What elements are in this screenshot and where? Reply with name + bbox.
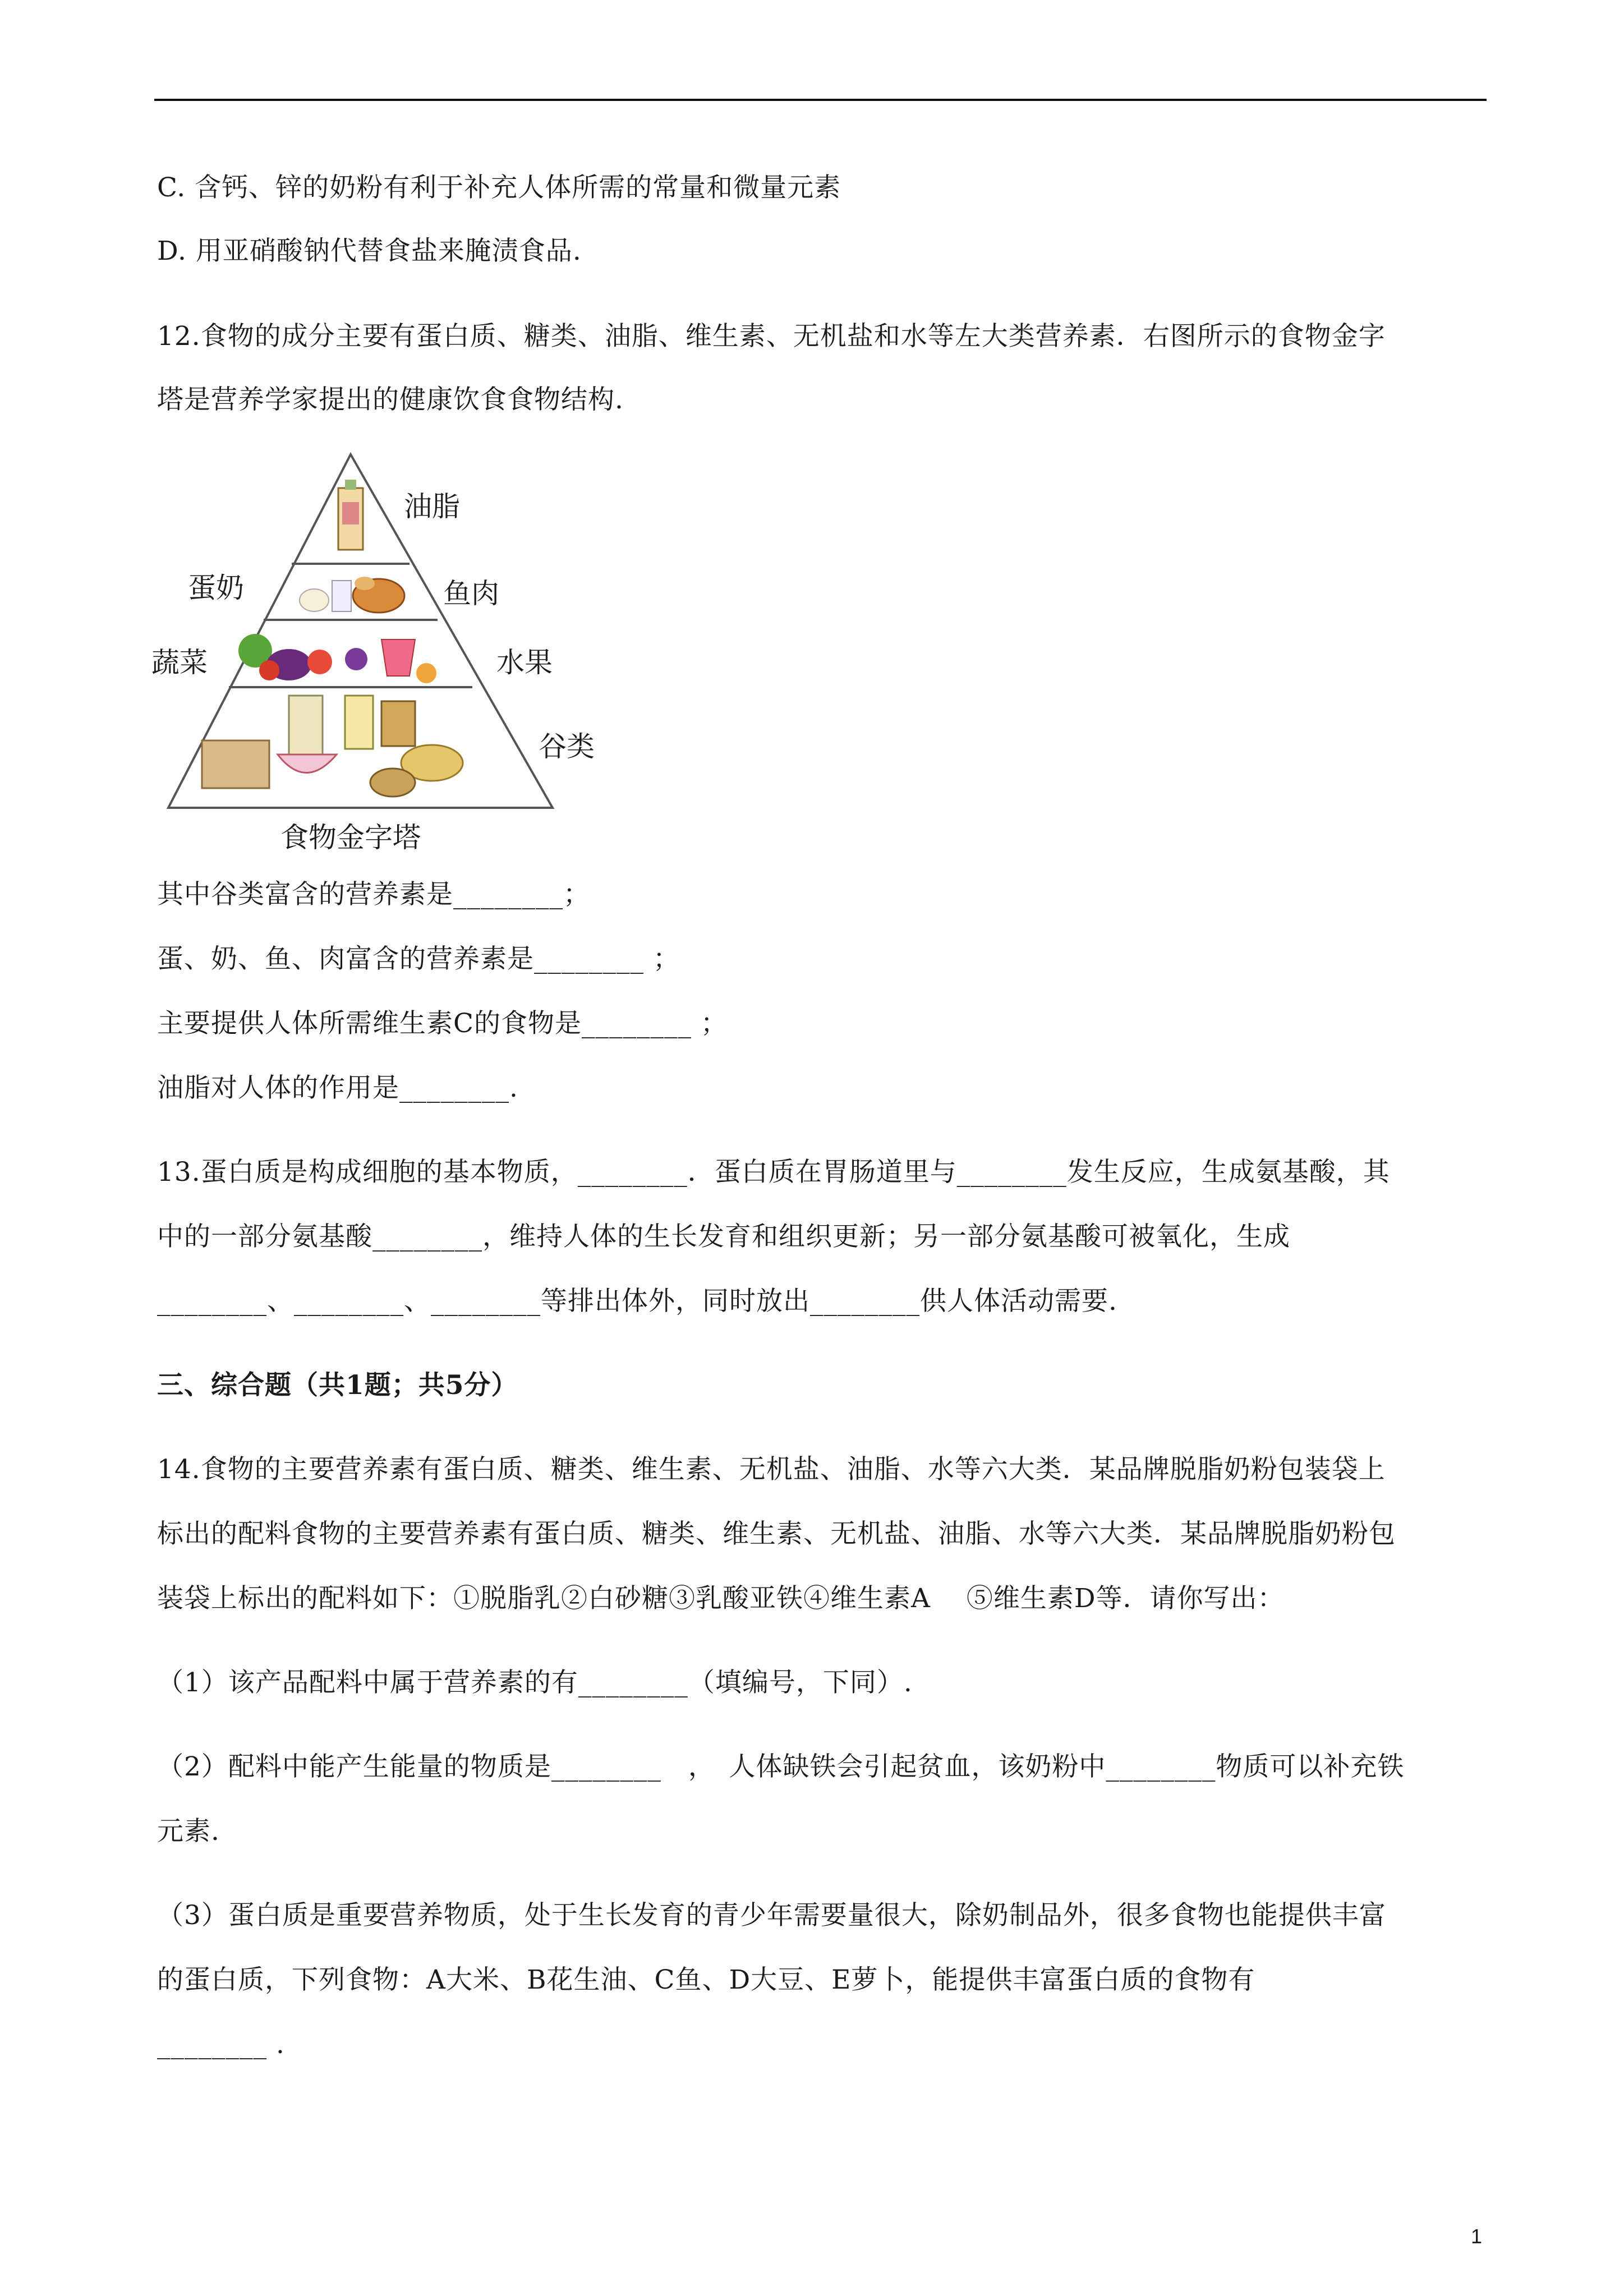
header-rule — [154, 99, 1487, 101]
question-14-part-2: （2）配料中能产生能量的物质是________ ， 人体缺铁会引起贫血，该奶粉中________物质可以补充铁 — [157, 1751, 1405, 1782]
question-12-line-1: 12.食物的成分主要有蛋白质、糖类、油脂、维生素、无机盐和水等左大类营养素．右图所示的食物金字 — [157, 321, 1386, 352]
question-14-line-2: 标出的配料食物的主要营养素有蛋白质、糖类、维生素、无机盐、油脂、水等六大类．某品牌脱脂奶粉包 — [157, 1519, 1396, 1549]
question-13-line-2: 中的一部分氨基酸________，维持人体的生长发育和组织更新；另一部分氨基酸可被氧化，生成 — [157, 1221, 1290, 1252]
question-12-blank-1: 其中谷类富含的营养素是________； — [157, 879, 590, 910]
food-pyramid-image — [151, 449, 611, 875]
label-fish-meat: 鱼肉 — [443, 577, 499, 610]
question-14-part-3-blank: ________ . — [157, 2029, 285, 2060]
option-c: C. 含钙、锌的奶粉有利于补充人体所需的常量和微量元素 — [157, 172, 841, 203]
question-12-blank-2: 蛋、奶、鱼、肉富含的营养素是________ ； — [157, 944, 680, 974]
option-d: D. 用亚硝酸钠代替食盐来腌渍食品. — [157, 236, 582, 266]
question-14-part-2-cont: 元素. — [157, 1816, 220, 1847]
question-14-part-3-cont: 的蛋白质，下列食物：A大米、B花生油、C鱼、D大豆、E萝卜，能提供丰富蛋白质的食物有 — [157, 1964, 1255, 1995]
question-14-line-1: 14.食物的主要营养素有蛋白质、糖类、维生素、无机盐、油脂、水等六大类．某品牌脱脂奶粉包装袋上 — [157, 1454, 1386, 1485]
label-oil: 油脂 — [404, 490, 460, 523]
question-14-part-1: （1）该产品配料中属于营养素的有________（填编号，下同）. — [157, 1667, 913, 1698]
question-12-blank-3: 主要提供人体所需维生素C的食物是________ ； — [157, 1008, 728, 1039]
label-vegetables: 蔬菜 — [151, 646, 208, 679]
label-egg-milk: 蛋奶 — [188, 572, 244, 604]
question-14-line-3: 装袋上标出的配料如下：①脱脂乳②白砂糖③乳酸亚铁④维生素A ⑤维生素D等．请你写出： — [157, 1583, 1285, 1614]
figure-caption: 食物金字塔 — [280, 821, 421, 854]
question-12-line-2: 塔是营养学家提出的健康饮食食物结构. — [157, 384, 624, 415]
question-13-line-1: 13.蛋白质是构成细胞的基本物质，________．蛋白质在胃肠道里与________发生反应，生成氨基酸，其 — [157, 1157, 1390, 1188]
label-fruit: 水果 — [496, 646, 553, 679]
question-13-line-3: ________、________、________等排出体外，同时放出________供人体活动需要. — [157, 1286, 1117, 1317]
section-heading: 三、综合题（共1题；共5分） — [157, 1370, 518, 1401]
page-number: 1 — [1471, 2225, 1483, 2248]
question-14-part-3: （3）蛋白质是重要营养物质，处于生长发育的青少年需要量很大，除奶制品外，很多食物也能提供丰富 — [157, 1900, 1386, 1931]
question-12-blank-4: 油脂对人体的作用是________. — [157, 1073, 518, 1103]
food-pyramid-figure — [151, 449, 611, 875]
label-grains: 谷类 — [539, 730, 595, 763]
